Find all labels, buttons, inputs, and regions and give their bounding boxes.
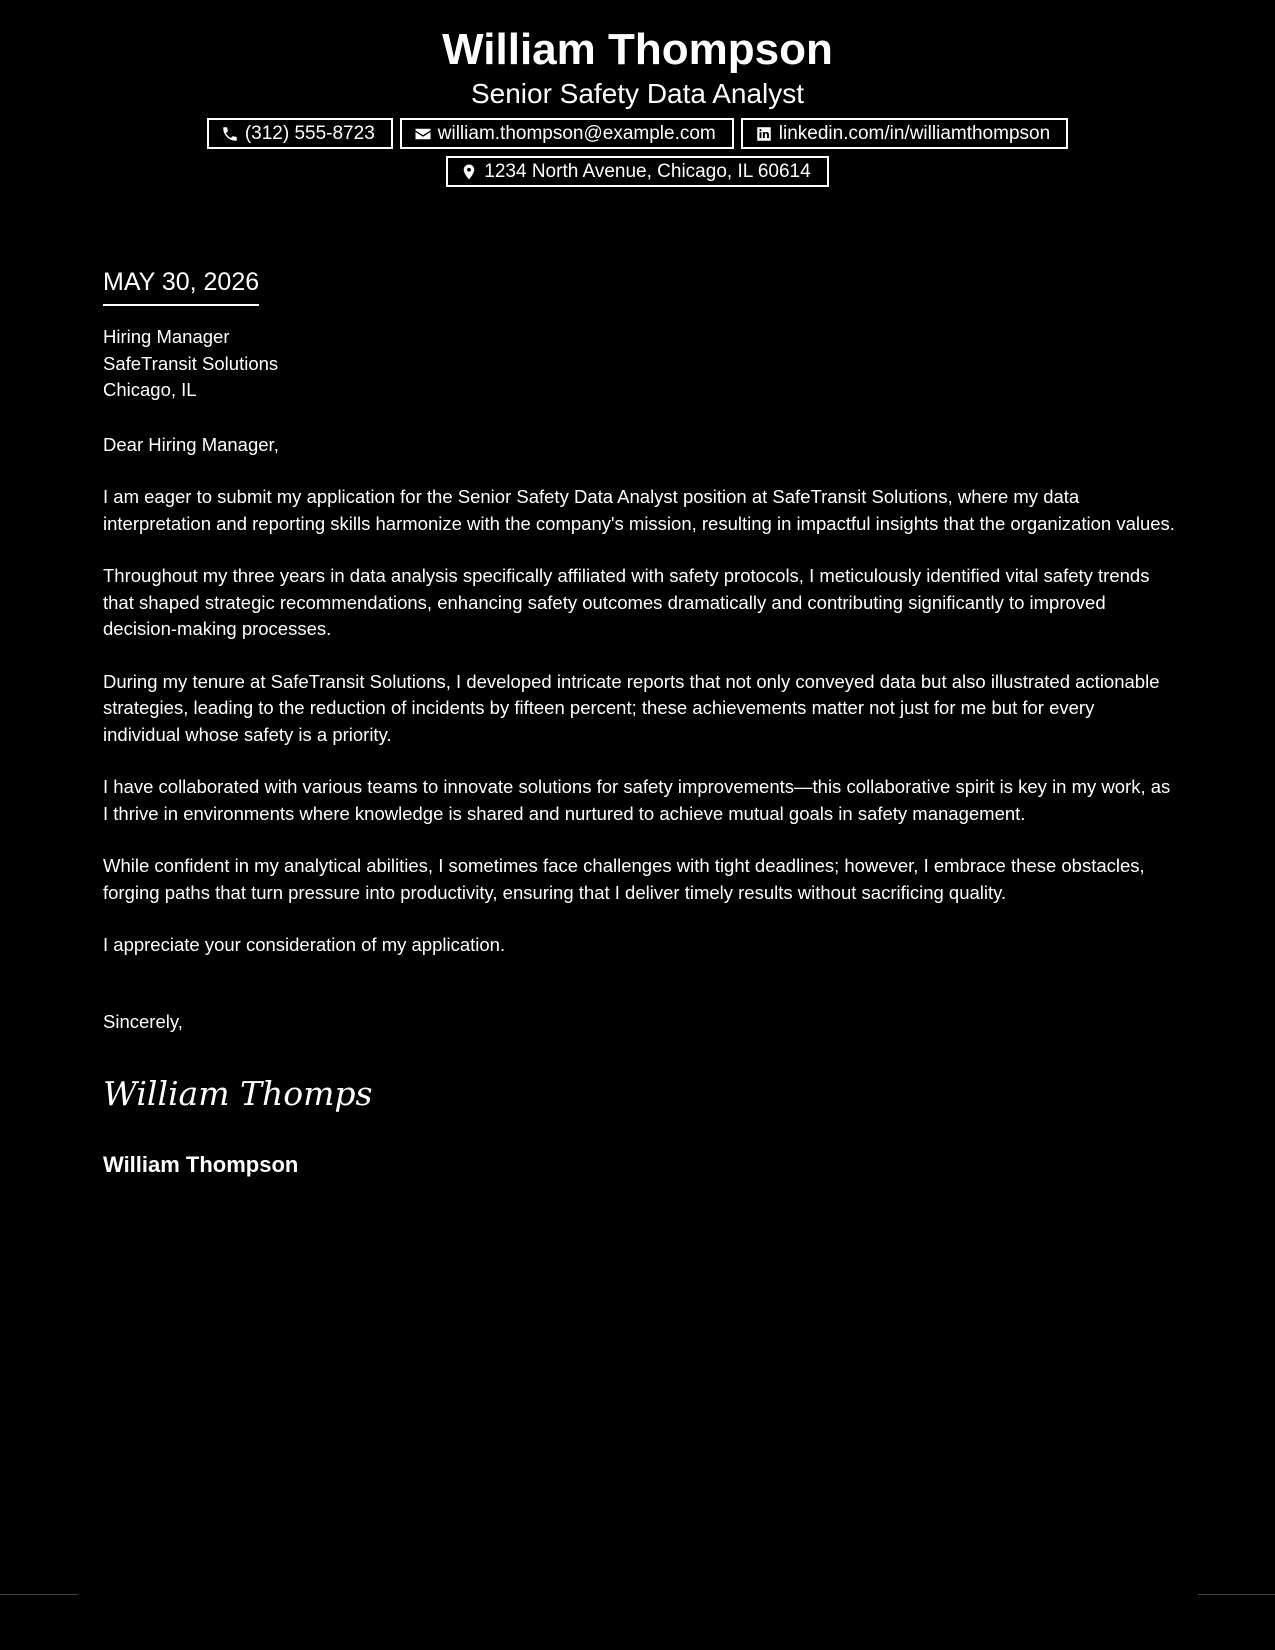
linkedin-icon (755, 125, 773, 143)
signature-image (103, 1069, 373, 1115)
address-text: 1234 North Avenue, Chicago, IL 60614 (484, 161, 811, 182)
contact-address (446, 156, 828, 187)
phone-text: (312) 555-8723 (244, 123, 375, 144)
applicant-name: William Thompson (442, 25, 833, 74)
body-paragraph: I have collaborated with various teams to innovate solutions for safety improvements—this collaborative spirit is key in my work, as I thrive in environments where knowledge is shared and nurtured to achieve mutual goals in safety management. (103, 776, 1171, 824)
letter-header (0, 22, 1275, 187)
recipient-line: Chicago, IL (103, 379, 197, 400)
letter-body (103, 262, 1175, 1179)
contact-phone[interactable] (207, 118, 393, 149)
applicant-title: Senior Safety Data Analyst (470, 78, 805, 109)
footer-divider-left (0, 1594, 78, 1595)
footer-divider-right (1198, 1594, 1275, 1595)
signature-text: William Thompso (103, 1074, 373, 1113)
recipient-line: Hiring Manager (103, 326, 230, 347)
letter-date: MAY 30, 2026 (103, 262, 259, 306)
body-paragraph: Throughout my three years in data analysis specifically affiliated with safety protocols, I meticulously identified vital safety trends that shaped strategic recommendations, enhancing safety outcomes dramatically and contributing significantly to improved decision-making processes. (103, 565, 1150, 639)
contact-linkedin[interactable] (741, 118, 1068, 149)
body-paragraph: While confident in my analytical abilities, I sometimes face challenges with tight deadlines; however, I embrace these obstacles, forging paths that turn pressure into productivity, ensuring that I deliver timely results without sacrificing quality. (103, 855, 1145, 903)
contact-list (0, 118, 1275, 187)
body-paragraph: During my tenure at SafeTransit Solutions, I developed intricate reports that not only conveyed data but also illustrated actionable strategies, leading to the reduction of incidents by fifteen percent; these achievements matter not just for me but for every individual whose safety is a priority. (103, 670, 1160, 745)
email-text: william.thompson@example.com (437, 123, 716, 144)
handwritten-signature (103, 1069, 1175, 1115)
map-marker-icon (460, 163, 478, 181)
linkedin-text: linkedin.com/in/williamthompson (778, 123, 1051, 144)
closing: Sincerely, (103, 1010, 183, 1032)
recipient-line: SafeTransit Solutions (103, 352, 279, 374)
phone-icon (221, 125, 239, 143)
body-paragraph: I appreciate your consideration of my application. (103, 934, 506, 955)
contact-email[interactable] (400, 118, 734, 149)
greeting: Dear Hiring Manager, (103, 433, 279, 455)
signed-name: William Thompson (103, 1152, 299, 1177)
recipient-block (103, 324, 1175, 404)
body-paragraph: I am eager to submit my application for the Senior Safety Data Analyst position at SafeTransit Solutions, where my data interpretation and reporting skills harmonize with the company's mission, resulting in impactful insights that the organization values. (103, 486, 1175, 534)
envelope-icon (414, 125, 432, 143)
